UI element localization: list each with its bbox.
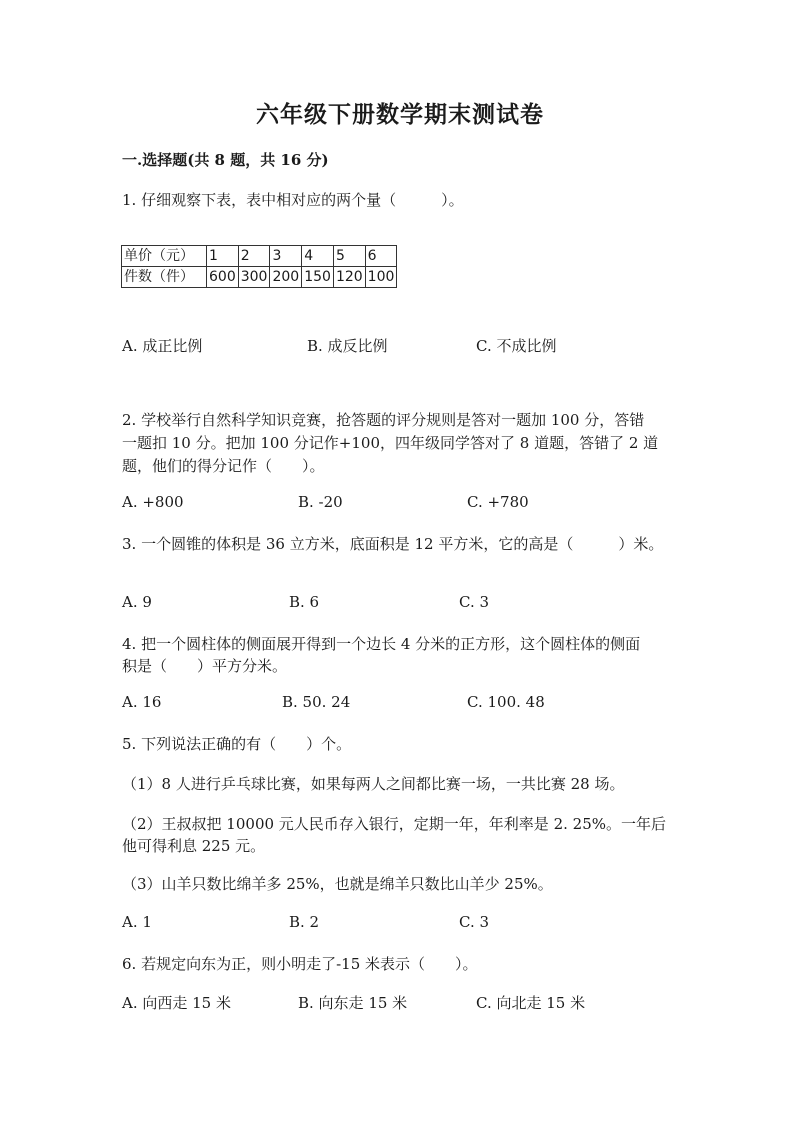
q3-option-b: B. 6 — [289, 593, 320, 611]
q2-option-b: B. -20 — [298, 493, 343, 511]
q2-option-c: C. +780 — [467, 493, 529, 511]
question-6: 6. 若规定向东为正，则小明走了-15 米表示（ ）。 — [122, 955, 478, 973]
question-5: 5. 下列说法正确的有（ ）个。 — [122, 735, 352, 753]
q5-option-b: B. 2 — [289, 913, 320, 931]
table-cell: 单价（元） — [122, 246, 207, 267]
table-cell: 4 — [302, 246, 334, 267]
question-1: 1. 仔细观察下表，表中相对应的两个量（ ）。 — [122, 191, 464, 209]
q5-option-a: A. 1 — [122, 913, 152, 931]
q1-option-b: B. 成反比例 — [307, 337, 388, 355]
q5-statement-2-line-2: 他可得利息 225 元。 — [122, 837, 266, 855]
q3-option-a: A. 9 — [122, 593, 152, 611]
table-cell: 1 — [207, 246, 239, 267]
q5-statement-1: （1）8 人进行乒乓球比赛，如果每两人之间都比赛一场，一共比赛 28 场。 — [122, 775, 625, 793]
q4-option-b: B. 50. 24 — [282, 693, 351, 711]
table-cell: 120 — [333, 267, 365, 288]
question-2-line-3: 题，他们的得分记作（ ）。 — [122, 457, 325, 475]
q3-option-c: C. 3 — [459, 593, 490, 611]
question-4-line-1: 4. 把一个圆柱体的侧面展开得到一个边长 4 分米的正方形，这个圆柱体的侧面 — [122, 635, 641, 653]
q4-option-c: C. 100. 48 — [467, 693, 545, 711]
q5-option-c: C. 3 — [459, 913, 490, 931]
q6-option-b: B. 向东走 15 米 — [298, 994, 408, 1012]
table-cell: 2 — [238, 246, 270, 267]
table-cell: 300 — [238, 267, 270, 288]
table-cell: 200 — [270, 267, 302, 288]
q6-option-c: C. 向北走 15 米 — [476, 994, 586, 1012]
section-heading: 一.选择题(共 8 题，共 16 分) — [122, 151, 329, 169]
table-row — [122, 246, 397, 267]
table-row — [122, 267, 397, 288]
q5-statement-2-line-1: （2）王叔叔把 10000 元人民币存入银行，定期一年，年利率是 2. 25%。一年后 — [122, 815, 666, 833]
table-cell: 100 — [365, 267, 397, 288]
table-cell: 600 — [207, 267, 239, 288]
question-2-line-2: 一题扣 10 分。把加 100 分记作+100，四年级同学答对了 8 道题，答错了 2 道 — [122, 434, 659, 452]
q4-option-a: A. 16 — [122, 693, 162, 711]
q1-option-a: A. 成正比例 — [122, 337, 203, 355]
table-cell: 150 — [302, 267, 334, 288]
price-quantity-table — [121, 245, 397, 288]
question-2-line-1: 2. 学校举行自然科学知识竞赛，抢答题的评分规则是答对一题加 100 分，答错 — [122, 411, 645, 429]
question-3: 3. 一个圆锥的体积是 36 立方米，底面积是 12 平方米，它的高是（ ）米。 — [122, 535, 664, 553]
page-title: 六年级下册数学期末测试卷 — [256, 101, 544, 128]
q5-statement-3: （3）山羊只数比绵羊多 25%，也就是绵羊只数比山羊少 25%。 — [122, 875, 553, 893]
table-cell: 5 — [333, 246, 365, 267]
q1-option-c: C. 不成比例 — [476, 337, 557, 355]
table-cell: 6 — [365, 246, 397, 267]
table-cell: 3 — [270, 246, 302, 267]
table-cell: 件数（件） — [122, 267, 207, 288]
question-4-line-2: 积是（ ）平方分米。 — [122, 657, 288, 675]
q2-option-a: A. +800 — [122, 493, 184, 511]
q6-option-a: A. 向西走 15 米 — [122, 994, 231, 1012]
